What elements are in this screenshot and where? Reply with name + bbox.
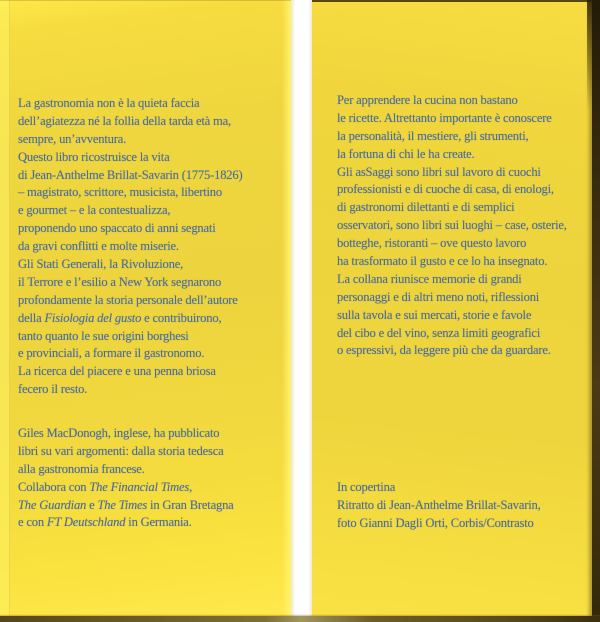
text-line: della Fisiologia del gusto e contribuirono,	[18, 310, 222, 325]
text-line: – magistrato, scrittore, musicista, libertino	[18, 185, 222, 200]
left-flap-author-bio-paragraph	[18, 425, 234, 532]
text-line: foto Gianni Dagli Orti, Corbis/Contrasto	[337, 515, 534, 530]
text-line: la personalità, il mestiere, gli strumenti,	[337, 128, 529, 143]
right-flap-series-paragraph	[337, 92, 567, 360]
text-line: La collana riunisce memorie di grandi	[337, 271, 522, 286]
photo-top-edge-left	[0, 0, 291, 1]
text-line: The Guardian e The Times in Gran Bretagna	[18, 497, 234, 512]
right-flap	[312, 0, 600, 622]
text-line: fecero il resto.	[18, 382, 88, 397]
text-line: professionisti e di cuoche di casa, di enologi,	[337, 182, 554, 197]
text-line: di gastronomi dilettanti e di semplici	[337, 200, 515, 215]
text-line: In copertina	[337, 480, 396, 494]
text-line: da gravi conflitti e molte miserie.	[18, 239, 179, 254]
text-line: alla gastronomia francese.	[18, 461, 145, 476]
text-line: la fortuna di chi le ha create.	[337, 146, 475, 161]
text-line: le ricette. Altrettanto importante è conoscere	[337, 110, 552, 125]
text-line: La ricerca del piacere e una penna briosa	[18, 364, 216, 379]
text-line: proponendo uno spaccato di anni segnati	[18, 221, 216, 236]
text-line: sulla tavola e sui mercati, storie e favole	[337, 307, 532, 322]
center-spine-gap	[291, 0, 312, 616]
text-line: Per apprendere la cucina non bastano	[337, 93, 518, 107]
text-line: o espressivi, da leggere più che da guardare.	[337, 343, 551, 358]
text-line: Ritratto di Jean-Anthelme Brillat-Savarin,	[337, 497, 541, 512]
text-line: La gastronomia non è la quieta faccia	[18, 96, 200, 110]
text-line: e provinciali, a formare il gastronomo.	[18, 346, 205, 361]
text-line: di Jean-Anthelme Brillat-Savarin (1775-1826)	[18, 167, 243, 182]
text-line: libri su vari argomenti: dalla storia tedesca	[18, 443, 224, 458]
text-line: e con FT Deutschland in Germania.	[18, 515, 192, 530]
text-line: tanto quanto le sue origini borghesi	[18, 328, 189, 343]
text-line: Questo libro ricostruisce la vita	[18, 149, 170, 164]
text-line: il Terrore e l’esilio a New York segnarono	[18, 274, 222, 289]
text-line: dell’agiatezza né la follia della tarda età ma,	[18, 113, 231, 128]
text-line: botteghe, ristoranti – ove questo lavoro	[337, 236, 527, 251]
text-line: e gourmet – e la contestualizza,	[18, 203, 171, 218]
photo-right-edge	[592, 0, 600, 622]
text-line: Giles MacDonogh, inglese, ha pubblicato	[18, 426, 220, 440]
photo-top-edge-right	[312, 0, 600, 2]
text-line: Collabora con The Financial Times,	[18, 479, 193, 494]
text-line: sempre, un’avventura.	[18, 131, 127, 146]
text-line: Gli asSaggi sono libri sul lavoro di cuochi	[337, 164, 541, 179]
text-line: profondamente la storia personale dell’autore	[18, 292, 238, 307]
text-line: Gli Stati Generali, la Rivoluzione,	[18, 257, 184, 272]
text-line: ha trasformato il gusto e ce lo ha insegnato.	[337, 254, 548, 269]
left-flap	[0, 0, 291, 622]
text-line: personaggi e di altri meno noti, riflessioni	[337, 289, 540, 304]
photo-bottom-edge	[0, 616, 600, 622]
left-flap-intro-paragraph	[18, 95, 242, 399]
text-line: osservatori, sono libri sui luoghi – case, osterie,	[337, 218, 567, 233]
right-flap-cover-credit-paragraph	[337, 479, 541, 533]
text-line: del cibo e del vino, senza limiti geografici	[337, 325, 541, 340]
